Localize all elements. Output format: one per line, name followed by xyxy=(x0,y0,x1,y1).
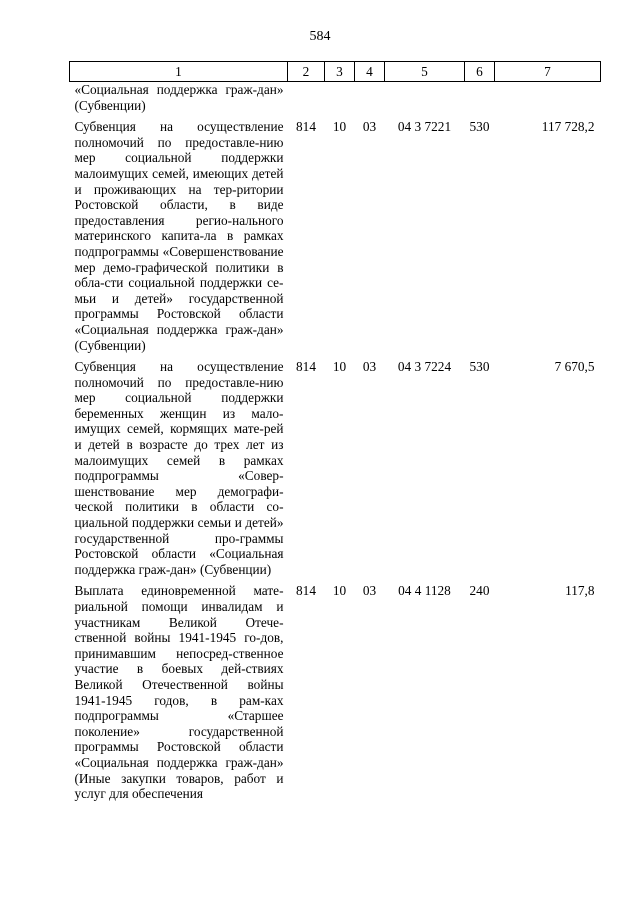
row-description: Выплата единовременной мате-риальной помощи инвалидам и участникам Великой Отече-ственной войны 1941-1945 го-дов, принимавшим непосред-ственное участие в боевых дей-ствиях Великой Отечественной войны 1941-1945 годов, в рам-ках подпрограммы «Старшее поколение» государственной программы Ростовской области «Социальная поддержка граж-дан» (Иные закупки товаров, работ и услуг для обеспечения xyxy=(74,583,284,802)
cell-section: 10 xyxy=(332,119,347,135)
cell-ministry-code: 814 xyxy=(296,359,316,375)
column-header: 2 xyxy=(288,62,325,82)
table-row xyxy=(70,583,601,801)
cell-amount xyxy=(495,82,601,114)
table-row xyxy=(70,359,601,577)
cell-ministry-code xyxy=(288,82,325,114)
cell-ministry-code: 814 xyxy=(296,583,316,599)
column-header: 6 xyxy=(465,62,495,82)
table-row xyxy=(70,119,601,353)
cell-ministry-code: 814 xyxy=(296,119,316,135)
cell-subsection: 03 xyxy=(362,583,377,599)
cell-amount: 117,8 xyxy=(565,583,595,599)
cell-target-article: 04 3 7224 xyxy=(397,359,452,375)
cell-subsection: 03 xyxy=(362,359,377,375)
column-header: 7 xyxy=(495,62,601,82)
cell-target-article: 04 4 1128 xyxy=(398,583,451,599)
cell-section: 10 xyxy=(332,583,347,599)
column-header: 3 xyxy=(325,62,355,82)
table-row xyxy=(70,82,601,114)
cell-expense-type xyxy=(465,82,495,114)
cell-amount: 7 670,5 xyxy=(554,359,595,375)
cell-amount: 117 728,2 xyxy=(541,119,595,135)
cell-section xyxy=(325,82,355,114)
cell-subsection xyxy=(355,82,385,114)
cell-subsection: 03 xyxy=(362,119,377,135)
column-header-row xyxy=(70,62,601,82)
page-number: 584 xyxy=(309,29,331,44)
cell-target-article: 04 3 7221 xyxy=(397,119,452,135)
cell-target-article xyxy=(385,82,465,114)
cell-expense-type: 530 xyxy=(469,119,490,135)
column-header: 4 xyxy=(355,62,385,82)
cell-section: 10 xyxy=(332,359,347,375)
cell-expense-type: 240 xyxy=(469,583,490,599)
row-description: «Социальная поддержка граж-дан» (Субвенции) xyxy=(74,82,284,113)
column-header: 1 xyxy=(70,62,288,82)
cell-expense-type: 530 xyxy=(469,359,490,375)
row-description: Субвенция на осуществление полномочий по предоставле-нию мер социальной поддержки малоимущих семей, имеющих детей и проживающих на тер-ритории Ростовской области, в виде предоставления регио-нального материнского капита-ла в рамках подпрограммы «Совершенствование мер демо-графической политики в обла-сти социальной поддержки се-мьи и детей» государственной программы Ростовской области «Социальная поддержка граж-дан» (Субвенции) xyxy=(74,119,284,353)
row-description: Субвенция на осуществление полномочий по предоставле-нию мер социальной поддержки беременных женщин из мало-имущих семей, кормящих мате-рей и детей в возрасте до трех лет из малоимущих семей в рамках подпрограммы «Совер-шенствование мер демографи-ческой политики в области со-циальной поддержки семьи и детей» государственной про-граммы Ростовской области «Социальная поддержка граж-дан» (Субвенции) xyxy=(74,359,284,577)
column-header: 5 xyxy=(385,62,465,82)
budget-table xyxy=(69,61,601,802)
